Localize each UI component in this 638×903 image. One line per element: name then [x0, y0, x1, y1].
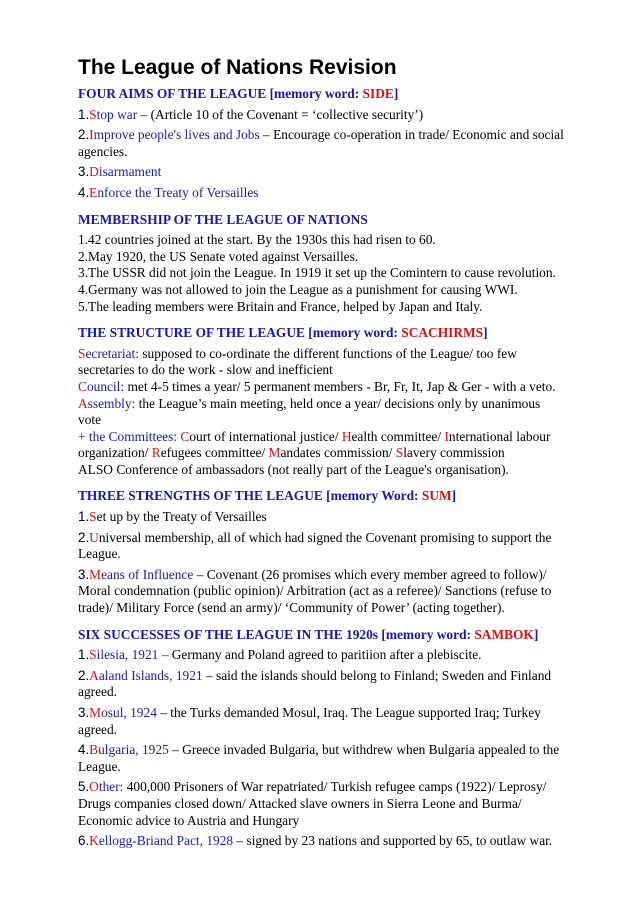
aim-item-4: 4.Enforce the Treaty of Versailles	[78, 184, 259, 200]
strengths-section	[78, 488, 566, 616]
structure-memory-word: SCACHIRMS	[401, 325, 484, 341]
successes-heading: SIX SUCCESSES OF THE LEAGUE IN THE 1920s [memory word: SAMBOK]	[78, 626, 539, 642]
success-item-4: 4.Bulgaria, 1925 – Greece invaded Bulgaria, but withdrew when Bulgaria appealed to the League.	[78, 742, 560, 774]
aim-item-3: 3.Disarmament	[78, 164, 162, 180]
successes-section	[78, 627, 566, 850]
membership-item-2: 2.May 1920, the US Senate voted against Versailles.	[78, 248, 359, 264]
aim-item-1: 1.Stop war – (Article 10 of the Covenant = ‘collective security’)	[78, 106, 424, 122]
structure-also: ALSO Conference of ambassadors (not really part of the League's organisation).	[78, 461, 509, 477]
success-item-1: 1.Silesia, 1921 – Germany and Poland agreed to paritiion after a plebiscite.	[78, 647, 482, 663]
aims-section	[78, 86, 566, 202]
page-title: The League of Nations Revision	[78, 56, 397, 79]
success-item-6: 6.Kellogg-Briand Pact, 1928 – signed by 23 nations and supported by 65, to outlaw war.	[78, 833, 553, 849]
structure-heading: THE STRUCTURE OF THE LEAGUE [memory word: SCACHIRMS]	[78, 325, 488, 341]
structure-section	[78, 325, 566, 478]
strength-item-1: 1.Set up by the Treaty of Versailles	[78, 509, 267, 525]
membership-heading: MEMBERSHIP OF THE LEAGUE OF NATIONS	[78, 211, 368, 227]
membership-item-5: 5.The leading members were Britain and France, helped by Japan and Italy.	[78, 298, 483, 314]
membership-section	[78, 212, 566, 316]
structure-council: Council: met 4-5 times a year/ 5 permanent members - Br, Fr, It, Jap & Ger - with a veto.	[78, 378, 556, 394]
success-item-3: 3.Mosul, 1924 – the Turks demanded Mosul, Iraq. The League supported Iraq; Turkey agreed.	[78, 705, 541, 737]
structure-committees: + the Committees: Court of international justice/ Health committee/ International labour organization/ Refugees committee/ Mandates commission/ Slavery commission	[78, 428, 551, 461]
successes-memory-word: SAMBOK	[474, 626, 534, 642]
strengths-memory-word: SUM	[421, 488, 452, 504]
success-item-5: 5.Other: 400,000 Prisoners of War repatriated/ Turkish refugee camps (1922)/ Leprosy/ Drugs companies closed down/ Attacked slave owners in Sierra Leone and Burma/ Economic advice to Austria and Hungary	[78, 779, 547, 828]
membership-item-1: 1.42 countries joined at the start. By the 1930s this had risen to 60.	[78, 232, 436, 248]
document-page	[78, 55, 566, 854]
aims-memory-word: SIDE	[362, 86, 394, 101]
success-item-2: 2.Aaland Islands, 1921 – said the islands should belong to Finland; Sweden and Finland agreed.	[78, 667, 552, 700]
structure-secretariat: Secretariat: supposed to co-ordinate the different functions of the League/ too few secretaries to do the work - slow and inefficient	[78, 345, 517, 378]
aim-item-2: 2.Improve people's lives and Jobs – Encourage co-operation in trade/ Economic and social agencies.	[78, 127, 564, 159]
membership-item-3: 3.The USSR did not join the League. In 1919 it set up the Comintern to cause revolution.	[78, 265, 556, 281]
strength-item-2: 2.Universal membership, all of which had signed the Covenant promising to support the League.	[78, 529, 552, 562]
strengths-heading: THREE STRENGTHS OF THE LEAGUE [memory Word: SUM]	[78, 488, 457, 504]
membership-item-4: 4.Germany was not allowed to join the League as a punishment for causing WWI.	[78, 281, 518, 297]
structure-assembly: Assembly: the League’s main meeting, held once a year/ decisions only by unanimous vote	[78, 395, 541, 428]
aims-heading: FOUR AIMS OF THE LEAGUE [memory word: SIDE]	[78, 86, 399, 101]
strength-item-3: 3.Means of Influence – Covenant (26 promises which every member agreed to follow)/ Moral condemnation (public opinion)/ Arbitration (act as a referee)/ Sanctions (refuse to trade)/ Military Force (send an army)/ ‘Community of Power’ (acting together).	[78, 566, 552, 616]
